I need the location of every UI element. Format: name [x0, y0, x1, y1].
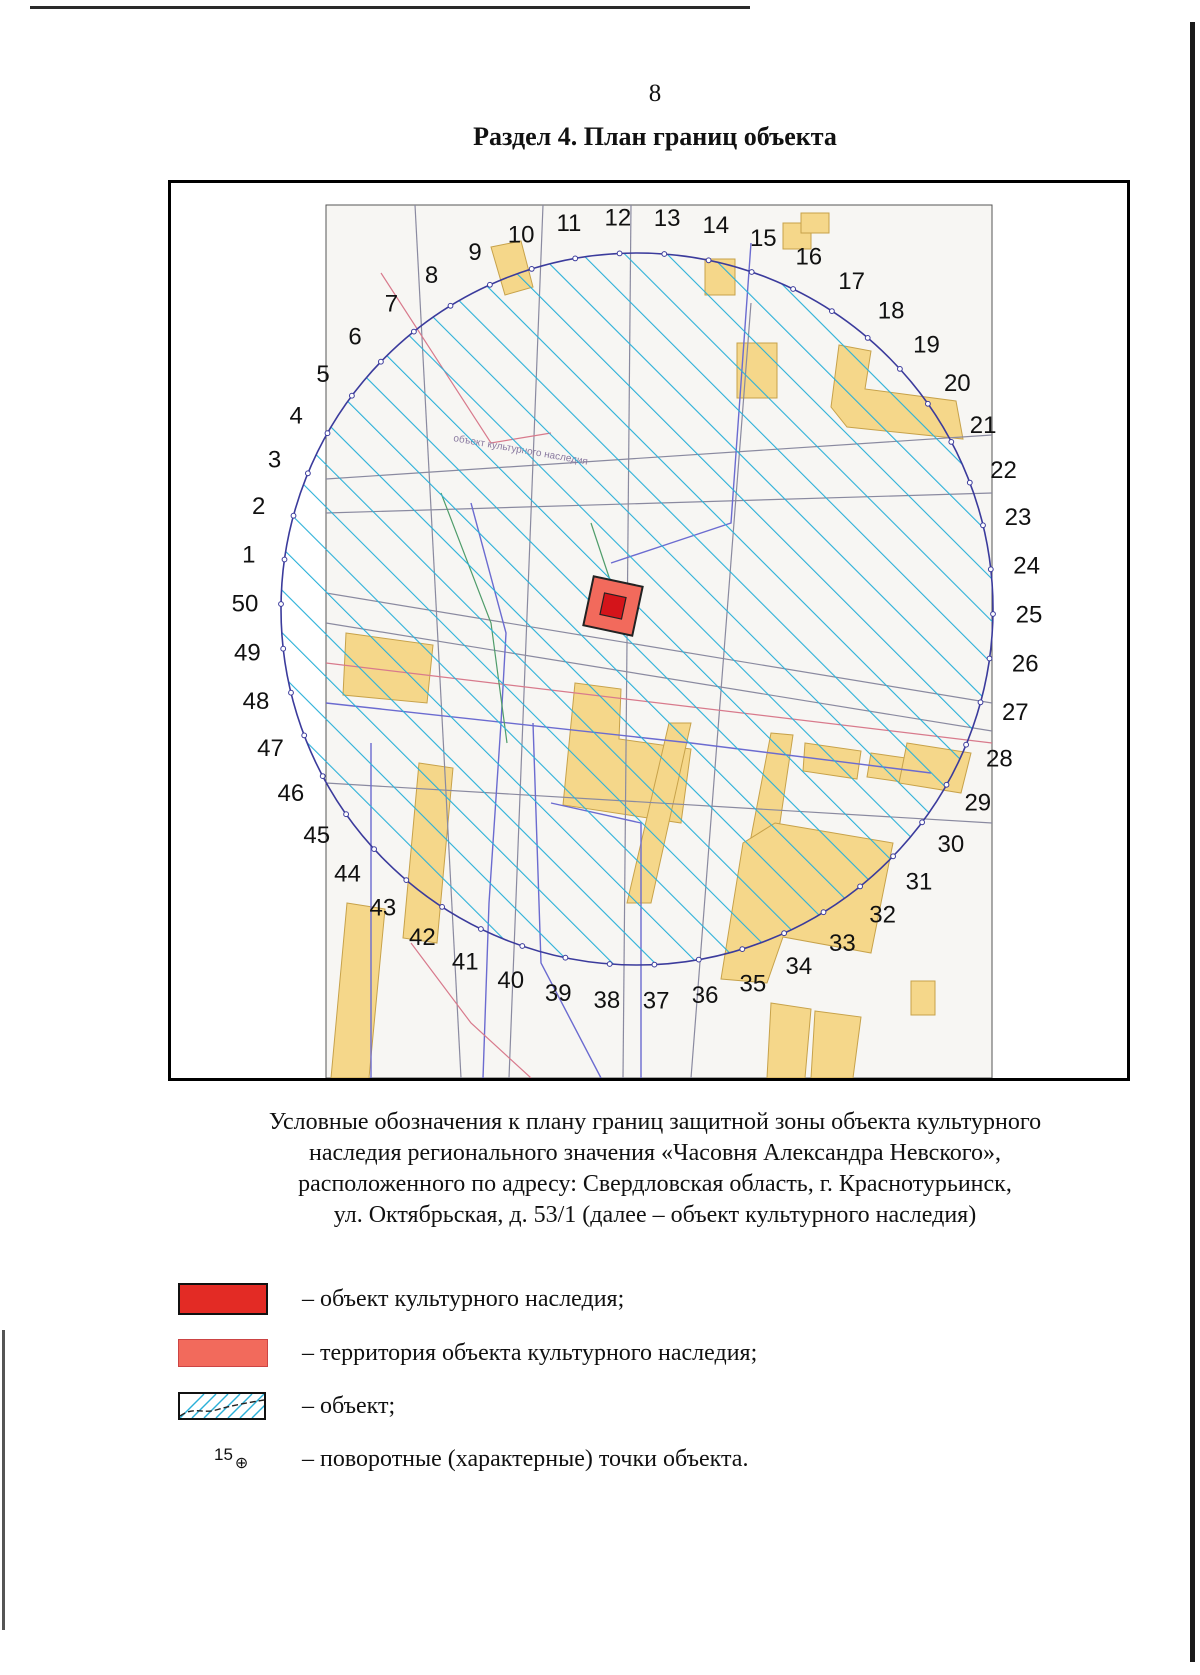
boundary-point-marker [607, 962, 612, 967]
boundary-point-label: 38 [593, 986, 621, 1014]
boundary-point-marker [898, 367, 903, 372]
heritage-object [583, 576, 642, 635]
boundary-point-label: 20 [943, 370, 971, 397]
legend-text: – объект; [302, 1393, 396, 1419]
boundary-point-label: 40 [497, 967, 525, 995]
boundary-point-marker [981, 523, 986, 528]
boundary-point-marker [325, 431, 330, 436]
boundary-point-marker [379, 359, 384, 364]
boundary-point-marker [821, 910, 826, 915]
boundary-point-marker [320, 774, 325, 779]
boundary-point-label: 27 [1001, 698, 1029, 726]
boundary-point-label: 17 [838, 268, 865, 295]
boundary-point-marker [830, 309, 835, 314]
page-number: 8 [648, 80, 662, 107]
boundary-point-label: 21 [969, 412, 997, 439]
boundary-point-label: 14 [702, 212, 730, 239]
boundary-point-marker [617, 251, 622, 256]
top-rule [30, 6, 750, 9]
legend-heading-line: Условные обозначения к плану границ защитной зоны объекта культурного [268, 1109, 1042, 1135]
boundary-point-label: 13 [653, 205, 681, 233]
boundary-point-marker [573, 256, 578, 261]
boundary-point-marker [858, 884, 863, 889]
left-margin-rule [2, 1330, 5, 1630]
boundary-point-marker [920, 820, 925, 825]
boundary-point-marker [991, 612, 996, 617]
boundary-point-marker [440, 905, 445, 910]
boundary-point-marker [372, 847, 377, 852]
boundary-point-label: 6 [348, 323, 362, 351]
heritage-building [600, 593, 626, 619]
boundary-point-label: 42 [409, 924, 436, 951]
boundary-point-marker [344, 812, 349, 817]
boundary-point-label: 31 [905, 868, 933, 896]
legend-text: – территория объекта культурного наследия; [302, 1340, 758, 1366]
boundary-point-marker [479, 927, 484, 932]
boundary-point-marker [529, 267, 534, 272]
legend-item-zone [178, 1390, 1078, 1430]
boundary-point-marker [964, 742, 969, 747]
boundary-point-label: 48 [242, 688, 270, 716]
boundary-point-label: 39 [544, 980, 572, 1007]
building [911, 981, 935, 1015]
boundary-point-label: 47 [257, 735, 284, 763]
boundary-point-marker [289, 690, 294, 695]
boundary-point-label: 11 [556, 210, 582, 237]
right-margin-rule [1190, 22, 1195, 1662]
map-canvas [171, 183, 1127, 1078]
boundary-point-label: 36 [691, 982, 719, 1009]
boundary-point-label: 34 [785, 953, 813, 980]
boundary-point-label: 18 [877, 297, 905, 325]
boundary-point-label: 7 [384, 290, 399, 318]
boundary-point-marker [412, 329, 417, 334]
boundary-point-label: 16 [795, 243, 823, 271]
boundary-point-label: 24 [1013, 552, 1040, 580]
boundary-point-label: 33 [829, 929, 856, 957]
boundary-point-label: 15 [749, 224, 777, 252]
boundary-point-marker [891, 854, 896, 859]
building [767, 1003, 811, 1078]
boundary-plan-map [168, 180, 1130, 1081]
boundary-point-marker [988, 567, 993, 572]
boundary-point-label: 41 [451, 948, 479, 976]
boundary-point-marker [706, 258, 711, 263]
boundary-point-marker [987, 656, 992, 661]
boundary-point-marker [662, 252, 667, 257]
boundary-point-label: 23 [1004, 503, 1032, 531]
boundary-point-marker [944, 782, 949, 787]
boundary-point-marker [404, 878, 409, 883]
boundary-point-label: 26 [1011, 650, 1039, 678]
boundary-point-label: 8 [424, 262, 439, 290]
boundary-point-marker [291, 513, 296, 518]
boundary-point-marker [281, 646, 286, 651]
boundary-point-label: 19 [913, 331, 940, 359]
crosshair-point-icon: ⊕ [234, 1455, 249, 1472]
legend-item-point [178, 1443, 1078, 1483]
building [801, 213, 829, 233]
boundary-point-marker [978, 700, 983, 705]
boundary-point-marker [306, 471, 311, 476]
boundary-point-marker [448, 303, 453, 308]
boundary-point-label: 9 [468, 239, 482, 266]
boundary-point-marker [740, 947, 745, 952]
legend-swatch-territory [178, 1339, 268, 1367]
boundary-point-label: 2 [252, 493, 266, 521]
boundary-point-label: 44 [334, 860, 361, 888]
legend-swatch-zone [178, 1392, 266, 1420]
boundary-point-marker [563, 955, 568, 960]
boundary-point-label: 45 [303, 822, 331, 849]
legend-text: – поворотные (характерные) точки объекта. [302, 1446, 749, 1472]
boundary-point-label: 43 [369, 894, 397, 922]
legend-heading-line: расположенного по адресу: Свердловская область, г. Краснотурьинск, [298, 1171, 1012, 1197]
boundary-point-label: 4 [289, 402, 303, 430]
boundary-point-marker [279, 602, 284, 607]
boundary-point-label: 35 [739, 970, 767, 998]
legend-zone-hatch-icon [180, 1394, 264, 1418]
boundary-point-label: 3 [267, 446, 282, 474]
legend-swatch-object [178, 1283, 268, 1315]
boundary-point-label: 5 [316, 361, 330, 389]
boundary-point-marker [520, 944, 525, 949]
boundary-point-label: 10 [507, 221, 535, 249]
boundary-point-label: 1 [242, 541, 256, 569]
legend-text: – объект культурного наследия; [302, 1286, 625, 1312]
boundary-point-label: 29 [964, 789, 992, 817]
boundary-point-label: 50 [231, 590, 259, 618]
boundary-point-label: 22 [990, 456, 1017, 484]
legend-item-territory [178, 1337, 1078, 1377]
boundary-point-label: 46 [277, 780, 305, 807]
legend-heading-line: ул. Октябрьская, д. 53/1 (далее – объект культурного наследия) [333, 1202, 977, 1228]
boundary-point-marker [926, 401, 931, 406]
boundary-point-marker [967, 480, 972, 485]
boundary-point-label: 30 [937, 830, 965, 858]
boundary-point-label: 37 [642, 987, 670, 1015]
boundary-point-marker [350, 393, 355, 398]
boundary-point-marker [302, 733, 307, 738]
boundary-point-label: 28 [986, 745, 1013, 773]
legend-item-object [178, 1283, 1078, 1323]
boundary-point-label: 32 [869, 901, 896, 929]
building [811, 1011, 861, 1078]
boundary-point-marker [652, 962, 657, 967]
legend-point-sample [214, 1445, 249, 1472]
boundary-point-marker [488, 282, 493, 287]
legend-point-number: 15 [214, 1445, 233, 1464]
boundary-point-label: 12 [604, 204, 632, 232]
legend-heading-line: наследия регионального значения «Часовня Александра Невского», [308, 1140, 1002, 1166]
boundary-point-marker [696, 957, 701, 962]
boundary-point-marker [782, 931, 787, 936]
boundary-point-marker [282, 557, 287, 562]
section-title: Раздел 4. План границ объекта [473, 122, 837, 151]
boundary-point-marker [791, 287, 796, 292]
boundary-point-marker [749, 270, 754, 275]
boundary-point-marker [949, 440, 954, 445]
boundary-point-label: 49 [234, 639, 261, 667]
boundary-point-label: 25 [1015, 601, 1043, 629]
legend-heading [170, 1107, 1140, 1231]
boundary-point-marker [865, 336, 870, 341]
